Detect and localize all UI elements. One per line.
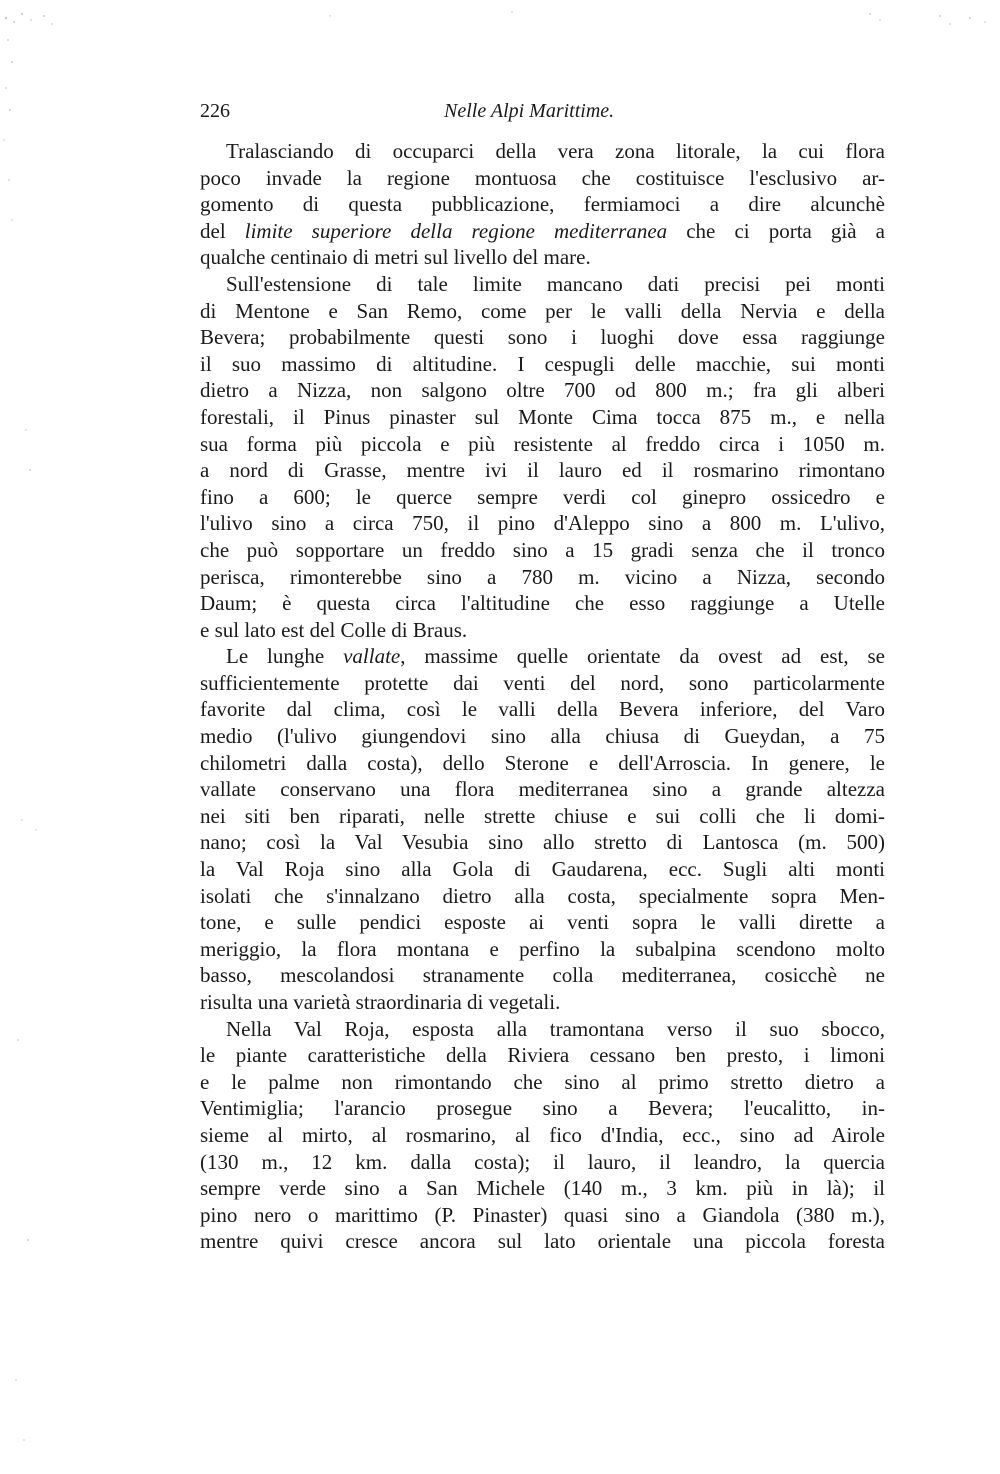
text-line: gomento di questa pubblicazione, fermiamoci a dire alcunchè <box>200 192 885 217</box>
text-line: tone, e sulle pendici esposte ai venti sopra le valli dirette a <box>200 910 885 935</box>
text-line: che può sopportare un freddo sino a 15 gradi senza che il tronco <box>200 537 885 562</box>
text-line: e le palme non rimontando che sino al primo stretto dietro a <box>200 1069 885 1094</box>
text-line: dietro a Nizza, non salgono oltre 700 od 800 m.; fra gli alberi <box>200 378 885 403</box>
text-line: (130 m., 12 km. dalla costa); il lauro, il leandro, la quercia <box>200 1149 885 1174</box>
text-segment: del <box>200 218 245 243</box>
text-line: Tralasciando di occuparci della vera zona litorale, la cui flora <box>226 139 885 163</box>
text-segment: che ci porta già a <box>667 218 885 243</box>
text-line: mentre quivi cresce ancora sul lato orientale una piccola foresta <box>200 1229 885 1254</box>
text-line: chilometri dalla costa), dello Sterone e dell'Arroscia. In genere, le <box>200 750 885 775</box>
text-line: sua forma più piccola e più resistente al freddo circa i 1050 m. <box>200 431 885 456</box>
text-line: Bevera; probabilmente questi sono i luoghi dove essa raggiunge <box>200 325 885 350</box>
page-header <box>200 100 890 130</box>
italic-emphasis: limite superiore della regione mediterranea <box>244 218 668 243</box>
text-line: e sul lato est del Colle di Braus. <box>200 617 468 642</box>
text-line <box>200 218 885 245</box>
text-line: le piante caratteristiche della Riviera cessano ben presto, i limoni <box>200 1043 885 1068</box>
running-title: Nelle Alpi Marittime. <box>444 100 615 122</box>
text-line: poco invade la regione montuosa che costituisce l'esclusivo ar- <box>200 165 885 190</box>
text-line: sempre verde sino a San Michele (140 m., 3 km. più in là); il <box>200 1176 885 1201</box>
text-line: nei siti ben riparati, nelle strette chiuse e sui colli che li domi- <box>200 803 885 828</box>
text-line: il suo massimo di altitudine. I cespugli delle macchie, sui monti <box>200 351 885 376</box>
text-line: l'ulivo sino a circa 750, il pino d'Aleppo sino a 800 m. L'ulivo, <box>200 511 885 536</box>
text-line: isolati che s'innalzano dietro alla costa, specialmente sopra Men- <box>200 883 885 908</box>
text-line: sufficientemente protette dai venti del nord, sono particolarmente <box>200 670 885 695</box>
text-line: favorite dal clima, così le valli della Bevera inferiore, del Varo <box>200 697 885 722</box>
body-text <box>200 138 885 1255</box>
text-line: basso, mescolandosi stranamente colla mediterranea, cosicchè ne <box>200 963 885 988</box>
text-line: vallate conservano una flora mediterranea sino a grande altezza <box>200 777 885 802</box>
text-line: qualche centinaio di metri sul livello del mare. <box>200 245 591 270</box>
text-line: forestali, il Pinus pinaster sul Monte Cima tocca 875 m., e nella <box>200 404 885 429</box>
text-segment: Le lunghe <box>226 644 344 669</box>
text-line: fino a 600; le querce sempre verdi col ginepro ossicedro e <box>200 484 885 509</box>
text-line: Sull'estensione di tale limite mancano dati precisi pei monti <box>226 271 885 296</box>
text-line: la Val Roja sino alla Gola di Gaudarena, ecc. Sugli alti monti <box>200 857 885 882</box>
text-line: risulta una varietà straordinaria di vegetali. <box>200 990 561 1014</box>
text-line: meriggio, la flora montana e perfino la subalpina scendono molto <box>200 936 885 961</box>
text-segment: , massime quelle orientate da ovest ad est, se <box>400 644 885 669</box>
text-line: pino nero o marittimo (P. Pinaster) quasi sino a Giandola (380 m.), <box>200 1202 885 1227</box>
text-line <box>200 643 885 670</box>
page-number: 226 <box>200 100 230 122</box>
text-line: nano; così la Val Vesubia sino allo stretto di Lantosca (m. 500) <box>200 830 885 855</box>
text-line: sieme al mirto, al rosmarino, al fico d'India, ecc., sino ad Airole <box>200 1122 885 1147</box>
text-line: di Mentone e San Remo, come per le valli della Nervia e della <box>200 298 885 323</box>
text-line: medio (l'ulivo giungendovi sino alla chiusa di Gueydan, a 75 <box>200 724 885 749</box>
text-line: Nella Val Roja, esposta alla tramontana verso il suo sbocco, <box>226 1016 885 1041</box>
italic-emphasis: vallate <box>343 644 401 669</box>
text-line: Daum; è questa circa l'altitudine che esso raggiunge a Utelle <box>200 591 885 616</box>
text-line: a nord di Grasse, mentre ivi il lauro ed il rosmarino rimontano <box>200 458 885 483</box>
text-line: perisca, rimonterebbe sino a 780 m. vicino a Nizza, secondo <box>200 564 885 589</box>
text-line: Ventimiglia; l'arancio prosegue sino a Bevera; l'eucalitto, in- <box>200 1096 885 1121</box>
